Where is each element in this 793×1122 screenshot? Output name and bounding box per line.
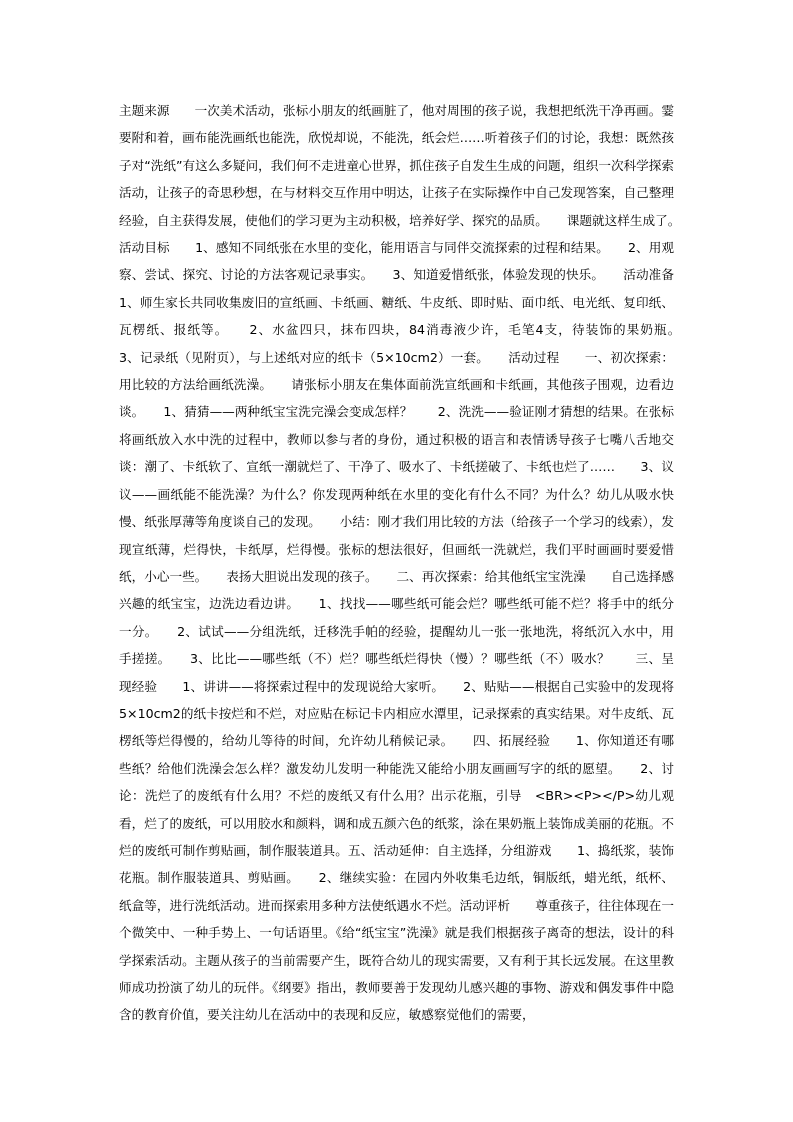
document-body-text: 主题来源 一次美术活动，张标小朋友的纸画脏了，他对周围的孩子说，我想把纸洗干净再画。霎要附和着，画布能洗画纸也能洗，欣悦却说，不能洗，纸会烂……听着孩子们的讨论，我想：既然孩子对“洗纸”有这么多疑问，我们何不走进童心世界，抓住孩子自发生生成的问题，组织一次科学探索活动，让孩子的奇思秒想，在与材料交互作用中明达，让孩子在实际操作中自己发现答案，自己整理经验，自主获得发展，使他们的学习更为主动积极，培养好学、探究的品质。 课题就这样生成了。 活动目标 1、感知不同纸张在水里的变化，能用语言与同伴交流探索的过程和结果。 2、用观察、尝试、探究、讨论的方法客观记录事实。 3、知道爱惜纸张，体验发现的快乐。 活动准备 1、师生家长共同收集废旧的宣纸画、卡纸画、糖纸、牛皮纸、即时贴、面巾纸、电光纸、复印纸、瓦楞纸、报纸等。 2、水盆四只，抹布四块，84消毒液少许，毛笔4支，待装饰的果奶瓶。 3、记录纸（见附页），与上述纸对应的纸卡（5×10cm2）一套。 活动过程 一、初次探索：用比较的方法给画纸洗澡。 请张标小朋友在集体面前洗宣纸画和卡纸画，其他孩子围观，边看边谈。 1、猜猜——两种纸宝宝洗完澡会变成怎样？ 2、洗洗——验证刚才猜想的结果。在张标将画纸放入水中洗的过程中，教师以参与者的身份，通过积极的语言和表情诱导孩子七嘴八舌地交谈：潮了、卡纸软了、宣纸一潮就烂了、干净了、吸水了、卡纸搓破了、卡纸也烂了…… 3、议议——画纸能不能洗澡？为什么？你发现两种纸在水里的变化有什么不同？为什么？幼儿从吸水快慢、纸张厚薄等角度谈自己的发现。 小结：刚才我们用比较的方法（给孩子一个学习的线索），发现宣纸薄，烂得快，卡纸厚，烂得慢。张标的想法很好，但画纸一洗就烂，我们平时画画时要爱惜纸，小心一些。 表扬大胆说出发现的孩子。 二、再次探索：给其他纸宝宝洗澡 自己选择感兴趣的纸宝宝，边洗边看边讲。 1、找找——哪些纸可能会烂？哪些纸可能不烂？将手中的纸分一分。 2、试试——分组洗纸，迁移洗手帕的经验，提醒幼儿一张一张地洗，将纸沉入水中，用手搓搓。 3、比比——哪些纸（不）烂？哪些纸烂得快（慢）？哪些纸（不）吸水？ 三、呈现经验 1、讲讲——将探索过程中的发现说给大家听。 2、贴贴——根据自己实验中的发现将5×10cm2的纸卡按烂和不烂，对应贴在标记卡内相应水潭里，记录探索的真实结果。对牛皮纸、瓦楞纸等烂得慢的，给幼儿等待的时间，允许幼儿稍候记录。 四、拓展经验 1、你知道还有哪些纸？给他们洗澡会怎么样？激发幼儿发明一种能洗又能给小朋友画画写字的纸的愿望。 2、讨论：洗烂了的废纸有什么用？不烂的废纸又有什么用？出示花瓶，引导 <BR><P></P>幼儿观看，烂了的废纸，可以用胶水和颜料，调和成五颜六色的纸浆，涂在果奶瓶上装饰成美丽的花瓶。不烂的废纸可制作剪贴画，制作服装道具。五、活动延伸：自主选择，分组游戏 1、捣纸浆，装饰花瓶。制作服装道具、剪贴画。 2、继续实验：在园内外收集毛边纸，铜版纸，蜡光纸，纸杯、纸盒等，进行洗纸活动。进而探索用多种方法使纸遇水不烂。活动评析 尊重孩子，往往体现在一个微笑中、一种手势上、一句话语里。《给“纸宝宝”洗澡》就是我们根据孩子离奇的想法，设计的科学探索活动。主题从孩子的当前需要产生，既符合幼儿的现实需要，又有利于其长远发展。在这里教师成功扮演了幼儿的玩伴。《纲要》指出，教师要善于发现幼儿感兴趣的事物、游戏和偶发事件中隐含的教育价值，要关注幼儿在活动中的表现和反应，敏感察觉他们的需要， [119,103,700,1023]
